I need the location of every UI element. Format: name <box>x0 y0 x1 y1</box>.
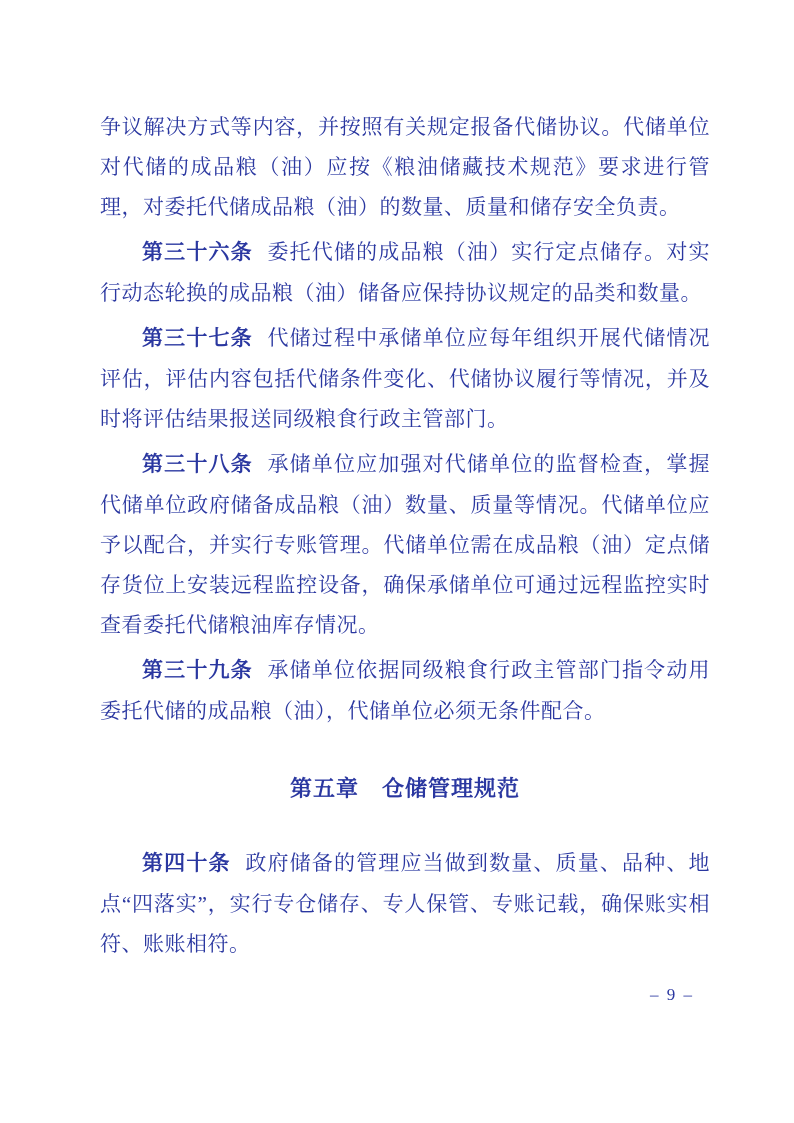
paragraph-text: 争议解决方式等内容，并按照有关规定报备代储协议。代储单位对代储的成品粮（油）应按《粮油储藏技术规范》要求进行管理，对委托代储成品粮（油）的数量、质量和储存安全负责。 <box>100 115 710 219</box>
article-39-paragraph <box>100 650 710 731</box>
article-number: 第三十六条 <box>142 241 253 264</box>
article-38-paragraph <box>100 444 710 645</box>
article-number: 第三十八条 <box>142 453 253 476</box>
chapter-heading: 第五章 仓储管理规范 <box>289 776 520 801</box>
article-40-paragraph <box>100 843 710 964</box>
article-text: 委托代储的成品粮（油）实行定点储存。对实行动态轮换的成品粮（油）储备应保持协议规定的品类和数量。 <box>100 240 711 305</box>
paragraph-continuation <box>100 107 710 227</box>
document-body <box>100 107 710 969</box>
article-36-paragraph <box>100 232 710 313</box>
article-text: 承储单位依据同级粮食行政主管部门指令动用委托代储的成品粮（油），代储单位必须无条件配合。 <box>100 658 711 723</box>
article-text: 政府储备的管理应当做到数量、质量、品种、地点“四落实”，实行专仓储存、专人保管、专账记载，确保账实相符、账账相符。 <box>100 851 711 956</box>
article-37-paragraph <box>100 318 710 439</box>
article-number: 第四十条 <box>142 852 231 875</box>
article-text: 代储过程中承储单位应每年组织开展代储情况评估，评估内容包括代储条件变化、代储协议履行等情况，并及时将评估结果报送同级粮食行政主管部门。 <box>100 326 711 431</box>
article-number: 第三十九条 <box>142 659 253 682</box>
article-number: 第三十七条 <box>142 327 253 350</box>
page-number: – 9 – <box>650 985 694 1004</box>
article-text: 承储单位应加强对代储单位的监督检查，掌握代储单位政府储备成品粮（油）数量、质量等情况。代储单位应予以配合，并实行专账管理。代储单位需在成品粮（油）定点储存货位上安装远程监控设备，确保承储单位可通过远程监控实时查看委托代储粮油库存情况。 <box>100 452 711 637</box>
